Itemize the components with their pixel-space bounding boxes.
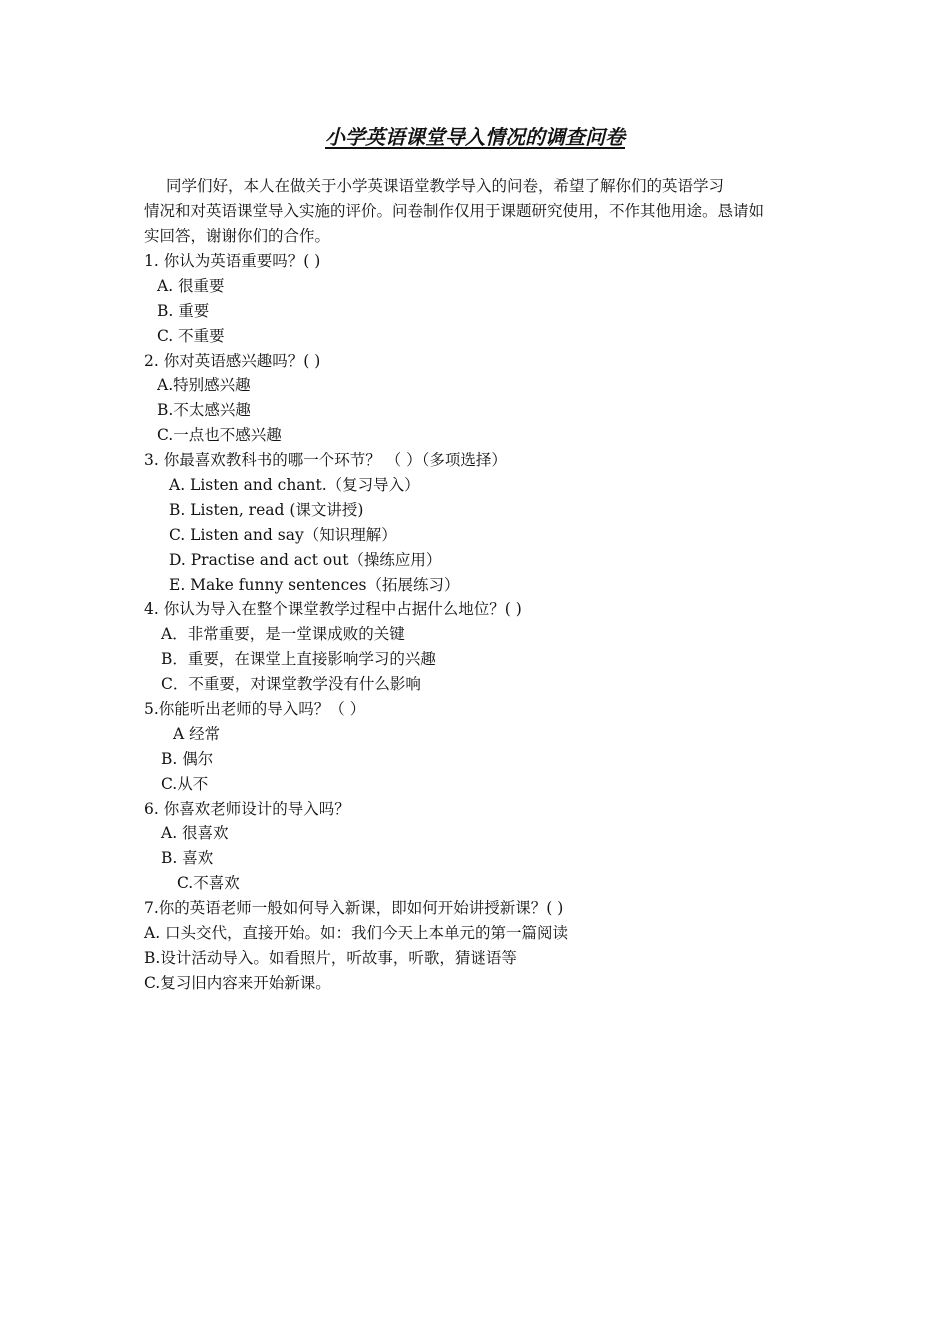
question-7: 7.你的英语老师一般如何导入新课，即如何开始讲授新课？( ) (144, 899, 564, 918)
option: C. Listen and say（知识理解） (169, 525, 397, 544)
intro-line: 情况和对英语课堂导入实施的评价。问卷制作仅用于课题研究使用，不作其他用途。恳请如 (144, 202, 765, 220)
option: A 经常 (173, 724, 221, 743)
option: C.一点也不感兴趣 (157, 426, 282, 445)
option: B.不太感兴趣 (157, 401, 251, 420)
option: B.设计活动导入。如看照片，听故事，听歌，猜谜语等 (144, 948, 517, 967)
intro-line: 同学们好，本人在做关于小学英课语堂教学导入的问卷，希望了解你们的英语学习 (166, 177, 725, 195)
option: B. Listen, read (课文讲授) (169, 500, 364, 519)
option: C.复习旧内容来开始新课。 (144, 973, 331, 992)
option: C．不重要，对课堂教学没有什么影响 (161, 675, 421, 694)
intro-paragraph (144, 174, 814, 249)
option: C. 不重要 (157, 326, 225, 345)
option: B. 重要 (157, 301, 210, 320)
question-6: 6. 你喜欢老师设计的导入吗？ (144, 799, 350, 818)
question-5: 5.你能听出老师的导入吗？（ ） (144, 700, 366, 719)
option: A．非常重要，是一堂课成败的关键 (161, 625, 405, 644)
option: D. Practise and act out（操练应用） (169, 550, 442, 569)
option: C.不喜欢 (177, 874, 240, 893)
question-1: 1. 你认为英语重要吗？( ) (144, 252, 321, 270)
option: A. 很重要 (157, 276, 225, 295)
question-4: 4. 你认为导入在整个课堂教学过程中占据什么地位？( ) (144, 600, 522, 619)
option: B. 偶尔 (161, 749, 214, 768)
intro-line: 实回答，谢谢你们的合作。 (144, 227, 331, 245)
option: B. 喜欢 (161, 849, 214, 868)
question-3: 3. 你最喜欢教科书的哪一个环节？ （ ）（多项选择） (144, 451, 507, 470)
option: C.从不 (161, 774, 209, 793)
option: E. Make funny sentences（拓展练习） (169, 575, 460, 594)
option: A. 口头交代，直接开始。如：我们今天上本单元的第一篇阅读 (144, 924, 569, 943)
option: A. 很喜欢 (161, 824, 229, 843)
question-2: 2. 你对英语感兴趣吗？( ) (144, 351, 321, 370)
question-list (0, 249, 950, 996)
option: A.特别感兴趣 (157, 376, 251, 395)
page-title: 小学英语课堂导入情况的调查问卷 (325, 125, 625, 149)
option: A. Listen and chant.（复习导入） (169, 476, 420, 495)
option: B．重要，在课堂上直接影响学习的兴趣 (161, 650, 436, 669)
